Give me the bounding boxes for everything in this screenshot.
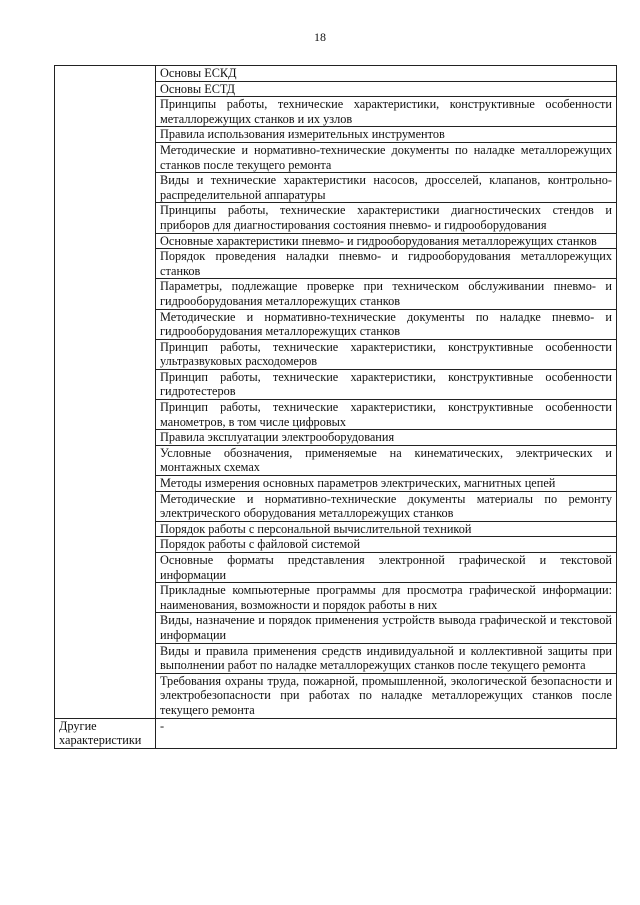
requirements-table [54, 65, 617, 749]
knowledge-item: Порядок работы с персональной вычислительной техникой [156, 521, 617, 537]
other-characteristics-label: Другие характеристики [55, 718, 156, 748]
knowledge-item: Порядок работы с файловой системой [156, 537, 617, 553]
knowledge-item: Виды и технические характеристики насосов, дросселей, клапанов, контрольно-распределительной аппаратуры [156, 173, 617, 203]
knowledge-item: Методические и нормативно-технические документы материалы по ремонту электрического оборудования металлорежущих станков [156, 491, 617, 521]
knowledge-item: Прикладные компьютерные программы для просмотра графической информации: наименования, возможности и порядок работы в них [156, 583, 617, 613]
knowledge-item: Виды, назначение и порядок применения устройств вывода графической и текстовой информации [156, 613, 617, 643]
knowledge-item: Методические и нормативно-технические документы по наладке металлорежущих станков после текущего ремонта [156, 142, 617, 172]
other-characteristics-value: - [156, 718, 617, 748]
knowledge-item: Основы ЕСТД [156, 81, 617, 97]
knowledge-item: Методы измерения основных параметров электрических, магнитных цепей [156, 476, 617, 492]
knowledge-item: Принцип работы, технические характеристики, конструктивные особенности манометров, в том числе цифровых [156, 400, 617, 430]
knowledge-item: Принцип работы, технические характеристики, конструктивные особенности ультразвуковых расходомеров [156, 339, 617, 369]
table-row [55, 718, 617, 748]
knowledge-item: Условные обозначения, применяемые на кинематических, электрических и монтажных схемах [156, 445, 617, 475]
section-label-cell [55, 66, 156, 719]
knowledge-item: Принцип работы, технические характеристики, конструктивные особенности гидротестеров [156, 369, 617, 399]
knowledge-item: Виды и правила применения средств индивидуальной и коллективной защиты при выполнении работ по наладке металлорежущих станков после текущего ремонта [156, 643, 617, 673]
table-row [55, 66, 617, 82]
knowledge-item: Параметры, подлежащие проверке при техническом обслуживании пневмо- и гидрооборудования металлорежущих станков [156, 279, 617, 309]
knowledge-item: Правила использования измерительных инструментов [156, 127, 617, 143]
page-number: 18 [314, 30, 326, 44]
knowledge-item: Порядок проведения наладки пневмо- и гидрооборудования металлорежущих станков [156, 249, 617, 279]
knowledge-item: Правила эксплуатации электрооборудования [156, 430, 617, 446]
knowledge-item: Принципы работы, технические характеристики диагностических стендов и приборов для диагностирования состояния пневмо- и гидрооборудования [156, 203, 617, 233]
knowledge-item: Требования охраны труда, пожарной, промышленной, экологической безопасности и электробезопасности при работах по наладке металлорежущих станков после текущего ремонта [156, 673, 617, 718]
knowledge-item: Основные характеристики пневмо- и гидрооборудования металлорежущих станков [156, 233, 617, 249]
knowledge-item: Принципы работы, технические характеристики, конструктивные особенности металлорежущих станков и их узлов [156, 97, 617, 127]
knowledge-item: Методические и нормативно-технические документы по наладке пневмо- и гидрооборудования металлорежущих станков [156, 309, 617, 339]
knowledge-item: Основные форматы представления электронной графической и текстовой информации [156, 553, 617, 583]
knowledge-item: Основы ЕСКД [156, 66, 617, 82]
